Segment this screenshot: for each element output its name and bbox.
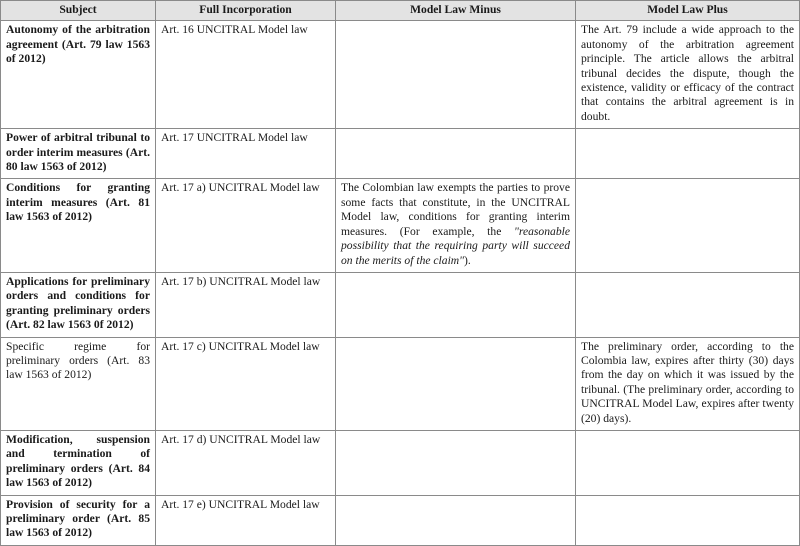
- model-law-minus-cell: [336, 495, 576, 545]
- subject-cell: Specific regime for preliminary orders (Art. 83 law 1563 of 2012): [1, 337, 156, 430]
- table-row: [1, 495, 800, 545]
- header-full-incorporation: Full Incorporation: [156, 1, 336, 21]
- full-incorporation-cell: Art. 17 UNCITRAL Model law: [156, 129, 336, 179]
- model-law-minus-cell: [336, 179, 576, 272]
- subject-cell: Modification, suspension and termination of preliminary orders (Art. 84 law 1563 of 2012): [1, 430, 156, 495]
- model-law-plus-cell: [576, 272, 800, 337]
- full-incorporation-cell: Art. 17 a) UNCITRAL Model law: [156, 179, 336, 272]
- model-law-minus-cell: [336, 337, 576, 430]
- subject-cell: Autonomy of the arbitration agreement (Art. 79 law 1563 of 2012): [1, 21, 156, 129]
- full-incorporation-cell: Art. 16 UNCITRAL Model law: [156, 21, 336, 129]
- table-row: [1, 129, 800, 179]
- table-row: [1, 430, 800, 495]
- minus-text: The Colombian law exempts the parties to prove some facts that constitute, in the UNCITRAL Model law, conditions for granting interim measures. (For example, the: [341, 181, 570, 238]
- header-model-law-minus: Model Law Minus: [336, 1, 576, 21]
- full-incorporation-cell: Art. 17 b) UNCITRAL Model law: [156, 272, 336, 337]
- subject-cell: Power of arbitral tribunal to order interim measures (Art. 80 law 1563 of 2012): [1, 129, 156, 179]
- full-incorporation-cell: Art. 17 e) UNCITRAL Model law: [156, 495, 336, 545]
- table-row: [1, 179, 800, 272]
- header-subject: Subject: [1, 1, 156, 21]
- table-row: [1, 272, 800, 337]
- model-law-minus-cell: [336, 129, 576, 179]
- subject-cell: Conditions for granting interim measures (Art. 81 law 1563 of 2012): [1, 179, 156, 272]
- subject-cell: Applications for preliminary orders and conditions for granting preliminary orders (Art. 82 law 1563 0f 2012): [1, 272, 156, 337]
- model-law-plus-cell: [576, 179, 800, 272]
- model-law-plus-cell: The Art. 79 include a wide approach to the autonomy of the arbitration agreement principle. The article allows the arbitral tribunal decides the dispute, though the existence, validity or efficacy of the contract that contains the arbitral agreement is in doubt.: [576, 21, 800, 129]
- model-law-plus-cell: The preliminary order, according to the Colombia law, expires after thirty (30) days from the day on which it was issued by the tribunal. (The preliminary order, according to UNCITRAL Model Law, expires after twenty (20) days).: [576, 337, 800, 430]
- header-model-law-plus: Model Law Plus: [576, 1, 800, 21]
- minus-text-end: ).: [464, 253, 471, 267]
- full-incorporation-cell: Art. 17 c) UNCITRAL Model law: [156, 337, 336, 430]
- full-incorporation-cell: Art. 17 d) UNCITRAL Model law: [156, 430, 336, 495]
- model-law-plus-cell: [576, 430, 800, 495]
- model-law-minus-cell: [336, 272, 576, 337]
- model-law-plus-cell: [576, 129, 800, 179]
- table-row: [1, 21, 800, 129]
- table-row: [1, 337, 800, 430]
- minus-quote: "reasonable possibility that the requiring party will succeed on the merits of the claim": [341, 224, 570, 267]
- header-row: [1, 1, 800, 21]
- subject-cell: Provision of security for a preliminary order (Art. 85 law 1563 of 2012): [1, 495, 156, 545]
- model-law-minus-cell: [336, 21, 576, 129]
- model-law-minus-cell: [336, 430, 576, 495]
- model-law-plus-cell: [576, 495, 800, 545]
